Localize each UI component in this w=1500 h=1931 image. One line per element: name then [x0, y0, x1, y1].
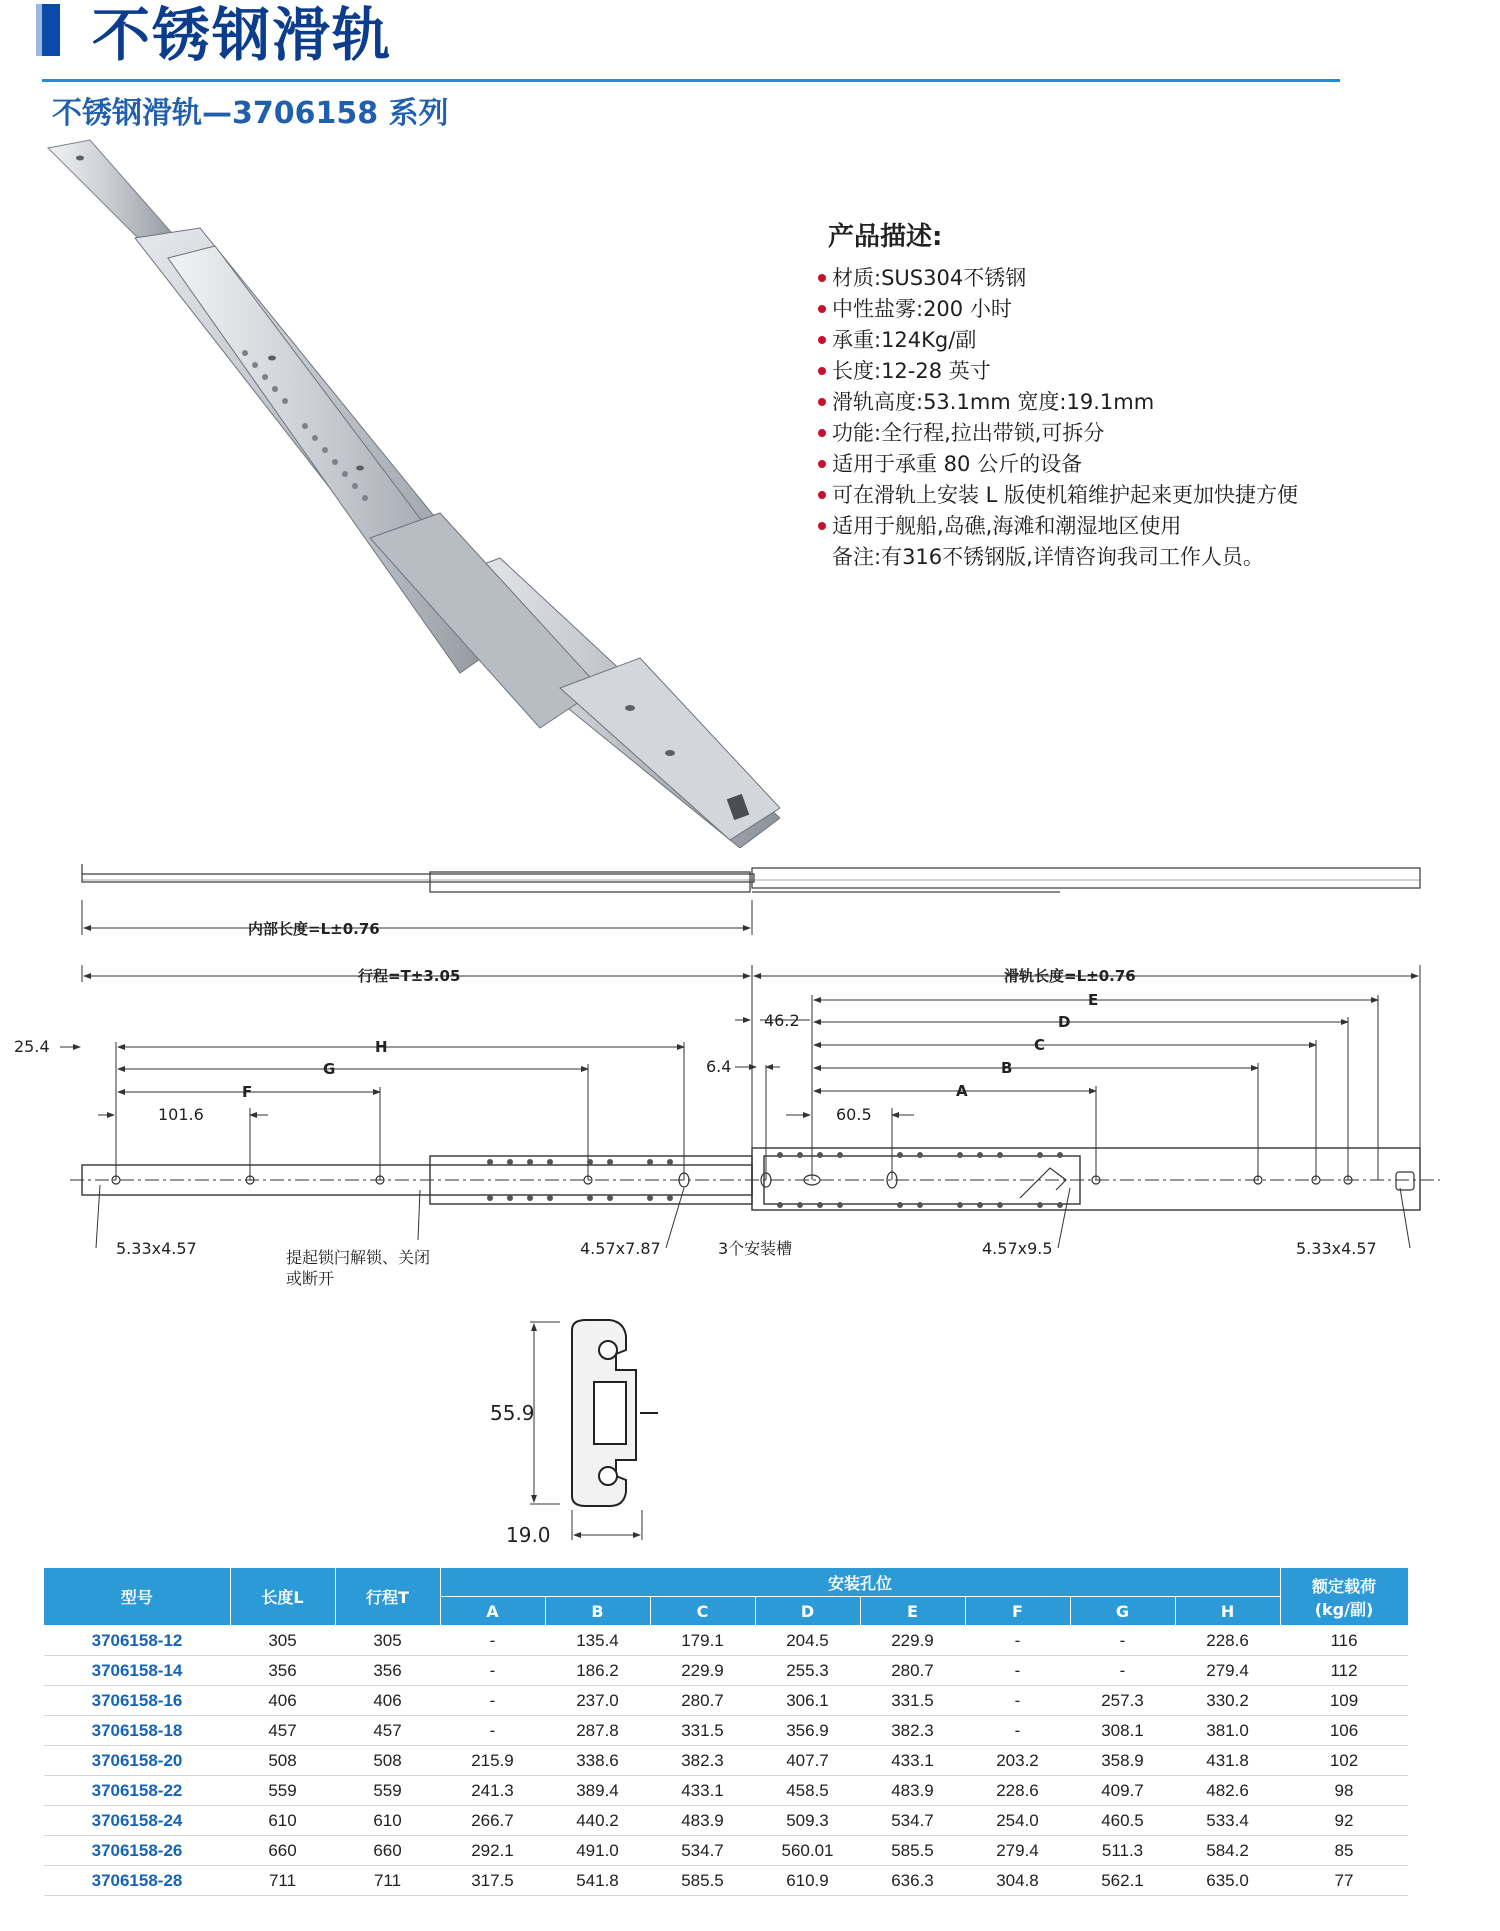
- bullet-icon: [818, 305, 826, 313]
- table-cell: -: [965, 1686, 1070, 1716]
- table-cell: 228.6: [1175, 1626, 1280, 1656]
- table-cell: 279.4: [965, 1836, 1070, 1866]
- table-cell: 562.1: [1070, 1866, 1175, 1896]
- table-cell: 280.7: [860, 1656, 965, 1686]
- desc-text: 可在滑轨上安装 L 版使机箱维护起来更加快捷方便: [832, 483, 1299, 507]
- table-cell: 382.3: [860, 1716, 965, 1746]
- dim-D: D: [1058, 1013, 1071, 1031]
- table-cell: 308.1: [1070, 1716, 1175, 1746]
- table-cell: 266.7: [440, 1806, 545, 1836]
- list-item: [818, 511, 1378, 542]
- side-view-rail: [82, 864, 1420, 892]
- table-cell: 560.01: [755, 1836, 860, 1866]
- table-cell: -: [965, 1656, 1070, 1686]
- table-cell: 254.0: [965, 1806, 1070, 1836]
- table-cell: 92: [1280, 1806, 1408, 1836]
- rail-body: [48, 140, 780, 848]
- desc-text: 承重:124Kg/副: [832, 328, 977, 352]
- table-cell: 508: [230, 1746, 335, 1776]
- table-cell: -: [965, 1626, 1070, 1656]
- rail-length-label: 滑轨长度=L±0.76: [1004, 967, 1136, 985]
- table-cell: 483.9: [860, 1776, 965, 1806]
- travel-label: 行程=T±3.05: [358, 967, 461, 985]
- table-cell: 280.7: [650, 1686, 755, 1716]
- inner-length-label: 内部长度=L±0.76: [248, 920, 380, 938]
- section-width: 19.0: [506, 1523, 551, 1547]
- table-cell: 287.8: [545, 1716, 650, 1746]
- table-cell: 112: [1280, 1656, 1408, 1686]
- dim-B: B: [1001, 1059, 1013, 1077]
- model-cell: 3706158-20: [44, 1746, 230, 1776]
- desc-text: 功能:全行程,拉出带锁,可拆分: [832, 421, 1105, 445]
- desc-text: 滑轨高度:53.1mm 宽度:19.1mm: [832, 390, 1155, 414]
- table-cell: 389.4: [545, 1776, 650, 1806]
- mounting-holes: [112, 1168, 1414, 1198]
- table-cell: 610.9: [755, 1866, 860, 1896]
- slot-size-right: 4.57x9.5: [982, 1239, 1053, 1258]
- table-cell: 457: [230, 1716, 335, 1746]
- table-cell: 457: [335, 1716, 440, 1746]
- table-cell: 228.6: [965, 1776, 1070, 1806]
- table-cell: 338.6: [545, 1746, 650, 1776]
- table-cell: 257.3: [1070, 1686, 1175, 1716]
- bullet-icon: [818, 522, 826, 530]
- dim-F: F: [242, 1083, 253, 1101]
- table-cell: 433.1: [860, 1746, 965, 1776]
- table-row: [44, 1686, 1408, 1716]
- title-accent-bar: [42, 4, 60, 56]
- table-cell: 491.0: [545, 1836, 650, 1866]
- table-cell: 116: [1280, 1626, 1408, 1656]
- bullet-icon: [818, 429, 826, 437]
- table-cell: -: [440, 1686, 545, 1716]
- model-cell: 3706158-14: [44, 1656, 230, 1686]
- header-length: 长度L: [230, 1568, 335, 1626]
- table-row: [44, 1716, 1408, 1746]
- table-cell: 407.7: [755, 1746, 860, 1776]
- description-note: 备注:有316不锈钢版,详情咨询我司工作人员。: [832, 545, 1264, 569]
- table-cell: 610: [335, 1806, 440, 1836]
- table-cell: 204.5: [755, 1626, 860, 1656]
- table-cell: 533.4: [1175, 1806, 1280, 1836]
- table-cell: 292.1: [440, 1836, 545, 1866]
- table-cell: 330.2: [1175, 1686, 1280, 1716]
- table-row: [44, 1656, 1408, 1686]
- table-cell: 304.8: [965, 1866, 1070, 1896]
- desc-text: 适用于承重 80 公斤的设备: [832, 452, 1083, 476]
- mounting-slots-note: 3个安装槽: [718, 1239, 793, 1258]
- model-cell: 3706158-24: [44, 1806, 230, 1836]
- table-cell: 431.8: [1175, 1746, 1280, 1776]
- product-photo-slide-rail: [40, 128, 780, 848]
- header-hole-col: D: [755, 1597, 860, 1626]
- model-cell: 3706158-26: [44, 1836, 230, 1866]
- table-cell: 102: [1280, 1746, 1408, 1776]
- table-cell: 382.3: [650, 1746, 755, 1776]
- table-cell: 635.0: [1175, 1866, 1280, 1896]
- table-cell: 636.3: [860, 1866, 965, 1896]
- table-cell: -: [440, 1626, 545, 1656]
- table-cell: 241.3: [440, 1776, 545, 1806]
- dim-A: A: [956, 1082, 968, 1100]
- slot-size-mid: 4.57x7.87: [580, 1239, 661, 1258]
- table-cell: 237.0: [545, 1686, 650, 1716]
- hole-size-right: 5.33x4.57: [1296, 1239, 1377, 1258]
- bullet-icon: [818, 367, 826, 375]
- table-cell: -: [965, 1716, 1070, 1746]
- list-item: [818, 294, 1378, 325]
- description-list: [818, 263, 1378, 542]
- model-cell: 3706158-22: [44, 1776, 230, 1806]
- table-cell: -: [440, 1656, 545, 1686]
- dim-46-2: 46.2: [764, 1011, 800, 1030]
- header-hole-col: B: [545, 1597, 650, 1626]
- header-hole-col: H: [1175, 1597, 1280, 1626]
- table-cell: 356.9: [755, 1716, 860, 1746]
- list-item: [818, 418, 1378, 449]
- product-description: [818, 216, 1378, 573]
- lock-note-line1: 提起锁闩解锁、关闭: [286, 1248, 431, 1267]
- table-cell: 482.6: [1175, 1776, 1280, 1806]
- table-cell: 331.5: [650, 1716, 755, 1746]
- table-cell: 135.4: [545, 1626, 650, 1656]
- section-height: 55.9: [490, 1401, 535, 1425]
- desc-text: 适用于舰船,岛礁,海滩和潮湿地区使用: [832, 514, 1182, 538]
- load-unit: (kg/副): [1314, 1599, 1374, 1619]
- series-subtitle: 不锈钢滑轨—3706158 系列: [52, 96, 449, 131]
- table-cell: 433.1: [650, 1776, 755, 1806]
- table-cell: 229.9: [650, 1656, 755, 1686]
- bullet-icon: [818, 398, 826, 406]
- header-hole-col: C: [650, 1597, 755, 1626]
- table-cell: 381.0: [1175, 1716, 1280, 1746]
- table-cell: 483.9: [650, 1806, 755, 1836]
- desc-text: 材质:SUS304不锈钢: [832, 266, 1027, 290]
- table-cell: 98: [1280, 1776, 1408, 1806]
- model-cell: 3706158-16: [44, 1686, 230, 1716]
- table-row: [44, 1776, 1408, 1806]
- dim-25-4: 25.4: [14, 1037, 50, 1056]
- table-cell: 109: [1280, 1686, 1408, 1716]
- table-cell: 585.5: [650, 1866, 755, 1896]
- page-title: 不锈钢滑轨: [92, 1, 393, 69]
- table-cell: 660: [230, 1836, 335, 1866]
- table-cell: 215.9: [440, 1746, 545, 1776]
- list-item: [818, 449, 1378, 480]
- table-cell: 610: [230, 1806, 335, 1836]
- table-cell: 305: [230, 1626, 335, 1656]
- table-cell: 458.5: [755, 1776, 860, 1806]
- list-item: [818, 263, 1378, 294]
- hole-size-left: 5.33x4.57: [116, 1239, 197, 1258]
- header-model: 型号: [44, 1568, 230, 1626]
- title-divider: [42, 79, 1340, 82]
- bullet-icon: [818, 491, 826, 499]
- table-cell: 358.9: [1070, 1746, 1175, 1776]
- table-cell: 534.7: [860, 1806, 965, 1836]
- table-cell: 585.5: [860, 1836, 965, 1866]
- list-item: [818, 480, 1378, 511]
- table-cell: 711: [335, 1866, 440, 1896]
- header-load: [1280, 1568, 1408, 1626]
- table-cell: 406: [230, 1686, 335, 1716]
- header-hole-col: F: [965, 1597, 1070, 1626]
- table-cell: 356: [335, 1656, 440, 1686]
- table-cell: 77: [1280, 1866, 1408, 1896]
- front-view-rail: [70, 1148, 1440, 1210]
- table-cell: 356: [230, 1656, 335, 1686]
- table-row: [44, 1806, 1408, 1836]
- bullet-icon: [818, 274, 826, 282]
- table-cell: 508: [335, 1746, 440, 1776]
- description-title: 产品描述:: [828, 222, 943, 252]
- table-cell: 179.1: [650, 1626, 755, 1656]
- table-row: [44, 1836, 1408, 1866]
- table-cell: 306.1: [755, 1686, 860, 1716]
- profile-shape: [572, 1320, 658, 1506]
- dim-E: E: [1088, 991, 1099, 1009]
- table-row: [44, 1626, 1408, 1656]
- table-cell: 660: [335, 1836, 440, 1866]
- table-cell: 406: [335, 1686, 440, 1716]
- table-cell: 203.2: [965, 1746, 1070, 1776]
- table-cell: 186.2: [545, 1656, 650, 1686]
- table-cell: 711: [230, 1866, 335, 1896]
- header-hole-col: G: [1070, 1597, 1175, 1626]
- bullet-icon: [818, 460, 826, 468]
- table-row: [44, 1866, 1408, 1896]
- table-cell: 331.5: [860, 1686, 965, 1716]
- header-hole-col: A: [440, 1597, 545, 1626]
- table-cell: 106: [1280, 1716, 1408, 1746]
- desc-text: 中性盐雾:200 小时: [832, 297, 1012, 321]
- table-row: [44, 1746, 1408, 1776]
- table-cell: -: [1070, 1626, 1175, 1656]
- dim-6-4: 6.4: [706, 1057, 732, 1076]
- table-cell: -: [440, 1716, 545, 1746]
- list-item: [818, 325, 1378, 356]
- table-cell: 255.3: [755, 1656, 860, 1686]
- table-cell: 534.7: [650, 1836, 755, 1866]
- header-hole-col: E: [860, 1597, 965, 1626]
- dim-60-5: 60.5: [836, 1105, 872, 1124]
- table-cell: 279.4: [1175, 1656, 1280, 1686]
- table-cell: 460.5: [1070, 1806, 1175, 1836]
- bullet-icon: [818, 336, 826, 344]
- dimension-drawing: [0, 850, 1500, 1310]
- model-cell: 3706158-18: [44, 1716, 230, 1746]
- table-cell: 559: [230, 1776, 335, 1806]
- spec-table: [44, 1568, 1409, 1896]
- table-cell: 85: [1280, 1836, 1408, 1866]
- table-cell: 559: [335, 1776, 440, 1806]
- table-cell: 440.2: [545, 1806, 650, 1836]
- header-travel: 行程T: [335, 1568, 440, 1626]
- table-cell: -: [1070, 1656, 1175, 1686]
- table-cell: 305: [335, 1626, 440, 1656]
- table-cell: 409.7: [1070, 1776, 1175, 1806]
- table-cell: 317.5: [440, 1866, 545, 1896]
- dim-H: H: [375, 1038, 388, 1056]
- header-mounting-holes: 安装孔位: [440, 1568, 1280, 1597]
- load-label: 额定载荷: [1312, 1576, 1377, 1596]
- table-cell: 584.2: [1175, 1836, 1280, 1866]
- dim-G: G: [323, 1060, 336, 1078]
- lock-note-line2: 或断开: [286, 1269, 335, 1288]
- desc-text: 长度:12-28 英寸: [832, 359, 991, 383]
- table-cell: 229.9: [860, 1626, 965, 1656]
- model-cell: 3706158-28: [44, 1866, 230, 1896]
- table-cell: 509.3: [755, 1806, 860, 1836]
- table-cell: 541.8: [545, 1866, 650, 1896]
- dim-101-6: 101.6: [158, 1105, 204, 1124]
- list-item: [818, 356, 1378, 387]
- model-cell: 3706158-12: [44, 1626, 230, 1656]
- list-item: [818, 387, 1378, 418]
- table-cell: 511.3: [1070, 1836, 1175, 1866]
- cross-section-drawing: [490, 1310, 680, 1555]
- dim-C: C: [1034, 1036, 1046, 1054]
